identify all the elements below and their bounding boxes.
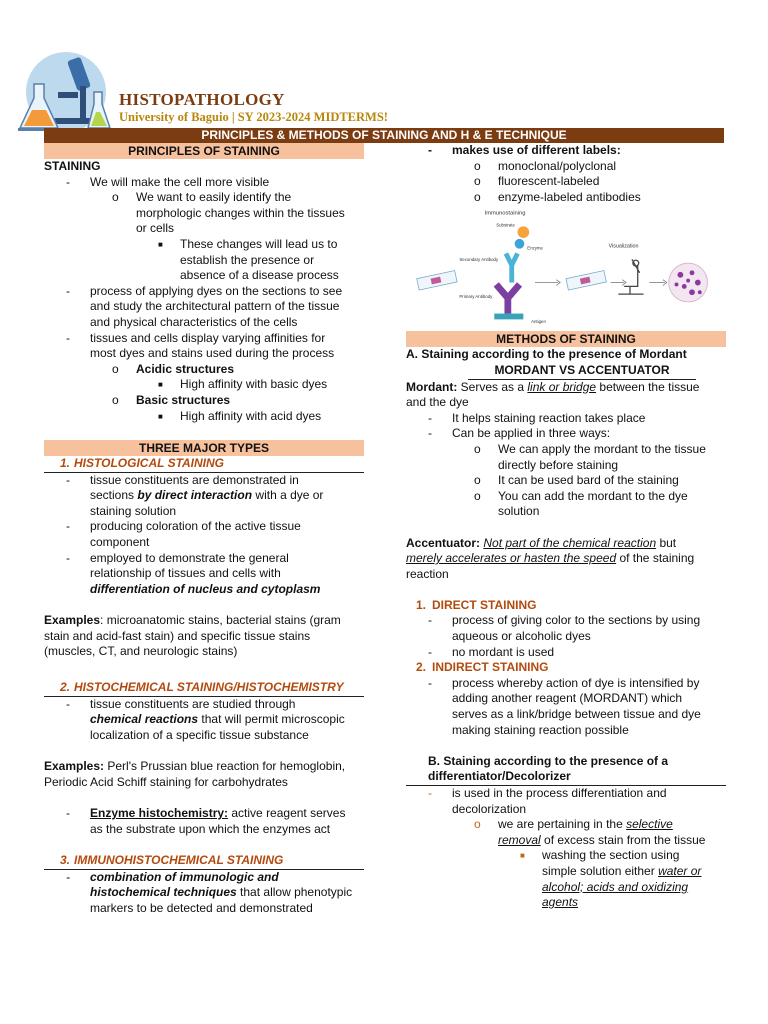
slide-icon xyxy=(417,271,457,290)
circle-bullet: o xyxy=(474,441,481,456)
figure-label: Substrate xyxy=(496,222,515,228)
dash-bullet: - xyxy=(428,786,432,800)
figure-label: Immunostaining xyxy=(484,211,526,218)
list-item: - process of applying dyes on the sections to see xyxy=(66,283,343,298)
circle-bullet: o xyxy=(112,190,119,205)
list-item-continued: alcohol; acids and oxidizing xyxy=(542,879,689,894)
section-b-title: B. Staining according to the presence of a xyxy=(428,753,669,768)
list-item: o We want to easily identify the xyxy=(112,190,292,205)
list-item-continued: sections by direct interaction with a dye or xyxy=(90,488,324,503)
list-item-continued: decolorization xyxy=(452,801,527,816)
dash-bullet: - xyxy=(66,283,70,298)
secondary-antibody-icon xyxy=(506,254,518,283)
circle-bullet: o xyxy=(474,473,481,488)
list-item: - tissue constituents are demonstrated in xyxy=(66,472,299,487)
paragraph-continued: (muscles, CT, and neurologic stains) xyxy=(44,644,238,659)
list-item: - process whereby action of dye is intensified by xyxy=(428,675,700,690)
section-a-title: A. Staining according to the presence of Mordant xyxy=(406,347,687,362)
three-types-heading: THREE MAJOR TYPES xyxy=(44,440,364,456)
list-item-continued: making staining reaction possible xyxy=(452,722,629,737)
circle-bullet: o xyxy=(474,488,481,503)
dash-bullet: - xyxy=(66,869,70,884)
list-item: - no mordant is used xyxy=(428,644,555,659)
dash-bullet: - xyxy=(428,143,432,157)
list-item: o You can add the mordant to the dye xyxy=(474,488,688,503)
list-item-continued: absence of a disease process xyxy=(180,268,339,283)
list-item: ■ These changes will lead us to xyxy=(158,236,338,251)
list-item-continued: relationship of tissues and cells with xyxy=(90,566,281,581)
figure-label: Enzyme xyxy=(527,245,543,251)
enzyme-icon xyxy=(515,239,525,249)
section-b-title-continued: differentiator/Decolorizer xyxy=(406,769,726,786)
list-item-continued: differentiation of nucleus and cytoplasm xyxy=(90,581,321,596)
list-item: ■ washing the section using xyxy=(520,848,680,863)
list-item-continued: directly before staining xyxy=(498,457,619,472)
subsection-heading: 2. INDIRECT STAINING xyxy=(415,660,549,675)
examples-paragraph: Examples: microanatomic stains, bacterial stains (gram xyxy=(44,613,341,628)
figure-label: Antigen xyxy=(531,319,546,325)
staining-label: STAINING xyxy=(44,159,101,173)
list-item-continued: solution xyxy=(498,504,540,519)
dash-bullet: - xyxy=(428,410,432,425)
list-item: - producing coloration of the active tissue xyxy=(66,519,301,534)
list-item-continued: chemical reactions that will permit microscopic xyxy=(90,712,345,727)
list-item-continued: most dyes and stains used during the process xyxy=(90,346,335,361)
list-item: - makes use of different labels: xyxy=(428,143,621,157)
list-item: o Basic structures xyxy=(112,392,231,407)
figure-label: Primary Antibody xyxy=(459,294,493,300)
list-item-continued: and study the architectural pattern of the tissue xyxy=(90,299,340,314)
dash-bullet: - xyxy=(66,550,70,565)
list-item: - is used in the process differentiation and xyxy=(428,786,667,800)
slide-icon xyxy=(566,271,606,290)
paragraph-continued: stain and acid-fast stain) and specific tissue stains xyxy=(44,628,311,643)
list-item-continued: adding another reagent (MORDANT) which xyxy=(452,691,683,706)
microscope-logo-icon xyxy=(14,48,114,134)
document-subtitle: University of Baguio | SY 2023-2024 MIDTERMS! xyxy=(119,110,388,124)
list-item: o Acidic structures xyxy=(112,361,235,376)
list-item: - tissue constituents are studied through xyxy=(66,696,296,711)
list-item: o It can be used bard of the staining xyxy=(474,473,679,488)
list-item: - employed to demonstrate the general xyxy=(66,550,289,565)
list-item: o fluorescent-labeled xyxy=(474,174,600,189)
list-item: o monoclonal/polyclonal xyxy=(474,158,617,173)
list-item: - tissues and cells display varying affinities for xyxy=(66,330,326,345)
list-item: - We will make the cell more visible xyxy=(66,174,270,189)
dash-bullet: - xyxy=(66,519,70,534)
primary-antibody-icon xyxy=(496,285,519,314)
circle-bullet: o xyxy=(474,174,481,189)
methods-heading: METHODS OF STAINING xyxy=(406,331,726,347)
list-item: o we are pertaining in the selective xyxy=(474,817,673,832)
list-item: - Can be applied in three ways: xyxy=(428,426,611,441)
list-item-continued: staining solution xyxy=(90,503,177,518)
square-bullet: ■ xyxy=(520,851,525,861)
list-item: ■ High affinity with acid dyes xyxy=(158,408,322,423)
list-item-continued: aqueous or alcoholic dyes xyxy=(452,629,591,644)
subsection-heading: 1. DIRECT STAINING xyxy=(415,597,537,612)
list-item: o We can apply the mordant to the tissue xyxy=(474,441,706,456)
paragraph-continued: and the dye xyxy=(406,395,469,410)
dash-bullet: - xyxy=(66,696,70,711)
list-item-continued: simple solution either water or xyxy=(542,863,702,878)
circle-bullet: o xyxy=(112,361,119,376)
principles-heading: PRINCIPLES OF STAINING xyxy=(44,143,364,159)
section-heading: 2. HISTOCHEMICAL STAINING/HISTOCHEMISTRY xyxy=(44,680,364,697)
list-item-continued: or cells xyxy=(136,221,175,236)
left-column xyxy=(44,143,364,917)
square-bullet: ■ xyxy=(158,239,163,249)
list-item-continued: histochemical techniques that allow phenotypic xyxy=(90,885,353,900)
circle-bullet: o xyxy=(474,189,481,204)
square-bullet: ■ xyxy=(158,411,163,421)
circle-bullet: o xyxy=(474,158,481,173)
document-title: HISTOPATHOLOGY xyxy=(119,90,285,109)
paragraph-continued: Periodic Acid Schiff staining for carbohydrates xyxy=(44,774,288,789)
substrate-icon xyxy=(518,227,530,239)
dash-bullet: - xyxy=(66,472,70,487)
section-heading: 3. IMMUNOHISTOCHEMICAL STAINING xyxy=(44,853,364,870)
mordant-vs-accentuator-heading: MORDANT VS ACCENTUATOR xyxy=(468,363,696,380)
immunostaining-diagram xyxy=(406,205,726,331)
figure-label: Visualization xyxy=(608,244,639,251)
microscope-icon xyxy=(618,260,643,295)
dash-bullet: - xyxy=(428,644,432,659)
list-item-continued: markers to be detected and demonstrated xyxy=(90,900,313,915)
right-column xyxy=(406,143,726,911)
list-item-continued: establish the presence or xyxy=(180,252,315,267)
paragraph-continued: reaction xyxy=(406,566,449,581)
dash-bullet: - xyxy=(428,675,432,690)
list-item-continued: as the substrate upon which the enzymes act xyxy=(90,821,331,836)
examples-paragraph: Examples: Perl's Prussian blue reaction for hemoglobin, xyxy=(44,759,346,774)
paragraph-continued: merely accelerates or hasten the speed of the staining xyxy=(406,551,695,566)
square-bullet: ■ xyxy=(158,380,163,390)
circle-bullet: o xyxy=(474,817,481,832)
list-item-continued: agents xyxy=(542,895,579,910)
list-item-continued: localization of a specific tissue substance xyxy=(90,728,309,742)
topic-banner: PRINCIPLES & METHODS OF STAINING AND H & E TECHNIQUE xyxy=(44,128,724,143)
dash-bullet: - xyxy=(66,805,70,820)
dash-bullet: - xyxy=(428,426,432,441)
list-item-continued: morphologic changes within the tissues xyxy=(136,205,345,220)
list-item-continued: component xyxy=(90,535,150,550)
list-item: - process of giving color to the sections by using xyxy=(428,613,701,628)
list-item-continued: serves as a link/bridge between tissue and dye xyxy=(452,707,701,722)
list-item-continued: and physical characteristics of the cells xyxy=(90,314,298,329)
list-item: - Enzyme histochemistry: active reagent serves xyxy=(66,805,346,820)
dash-bullet: - xyxy=(66,174,70,189)
antigen-icon xyxy=(494,314,523,320)
dash-bullet: - xyxy=(66,330,70,345)
mordant-definition: Mordant: Serves as a link or bridge between the tissue xyxy=(406,379,700,394)
list-item-continued: removal of excess stain from the tissue xyxy=(498,832,706,847)
section-heading: 1. HISTOLOGICAL STAINING xyxy=(44,456,364,473)
list-item: - It helps staining reaction takes place xyxy=(428,410,646,425)
list-item: ■ High affinity with basic dyes xyxy=(158,377,328,392)
list-item: - combination of immunologic and xyxy=(66,869,279,884)
circle-bullet: o xyxy=(112,392,119,407)
list-item: o enzyme-labeled antibodies xyxy=(474,189,641,204)
dash-bullet: - xyxy=(428,613,432,628)
accentuator-definition: Accentuator: Not part of the chemical reaction but xyxy=(406,535,677,550)
figure-label: Secondary Antibody xyxy=(459,257,499,263)
